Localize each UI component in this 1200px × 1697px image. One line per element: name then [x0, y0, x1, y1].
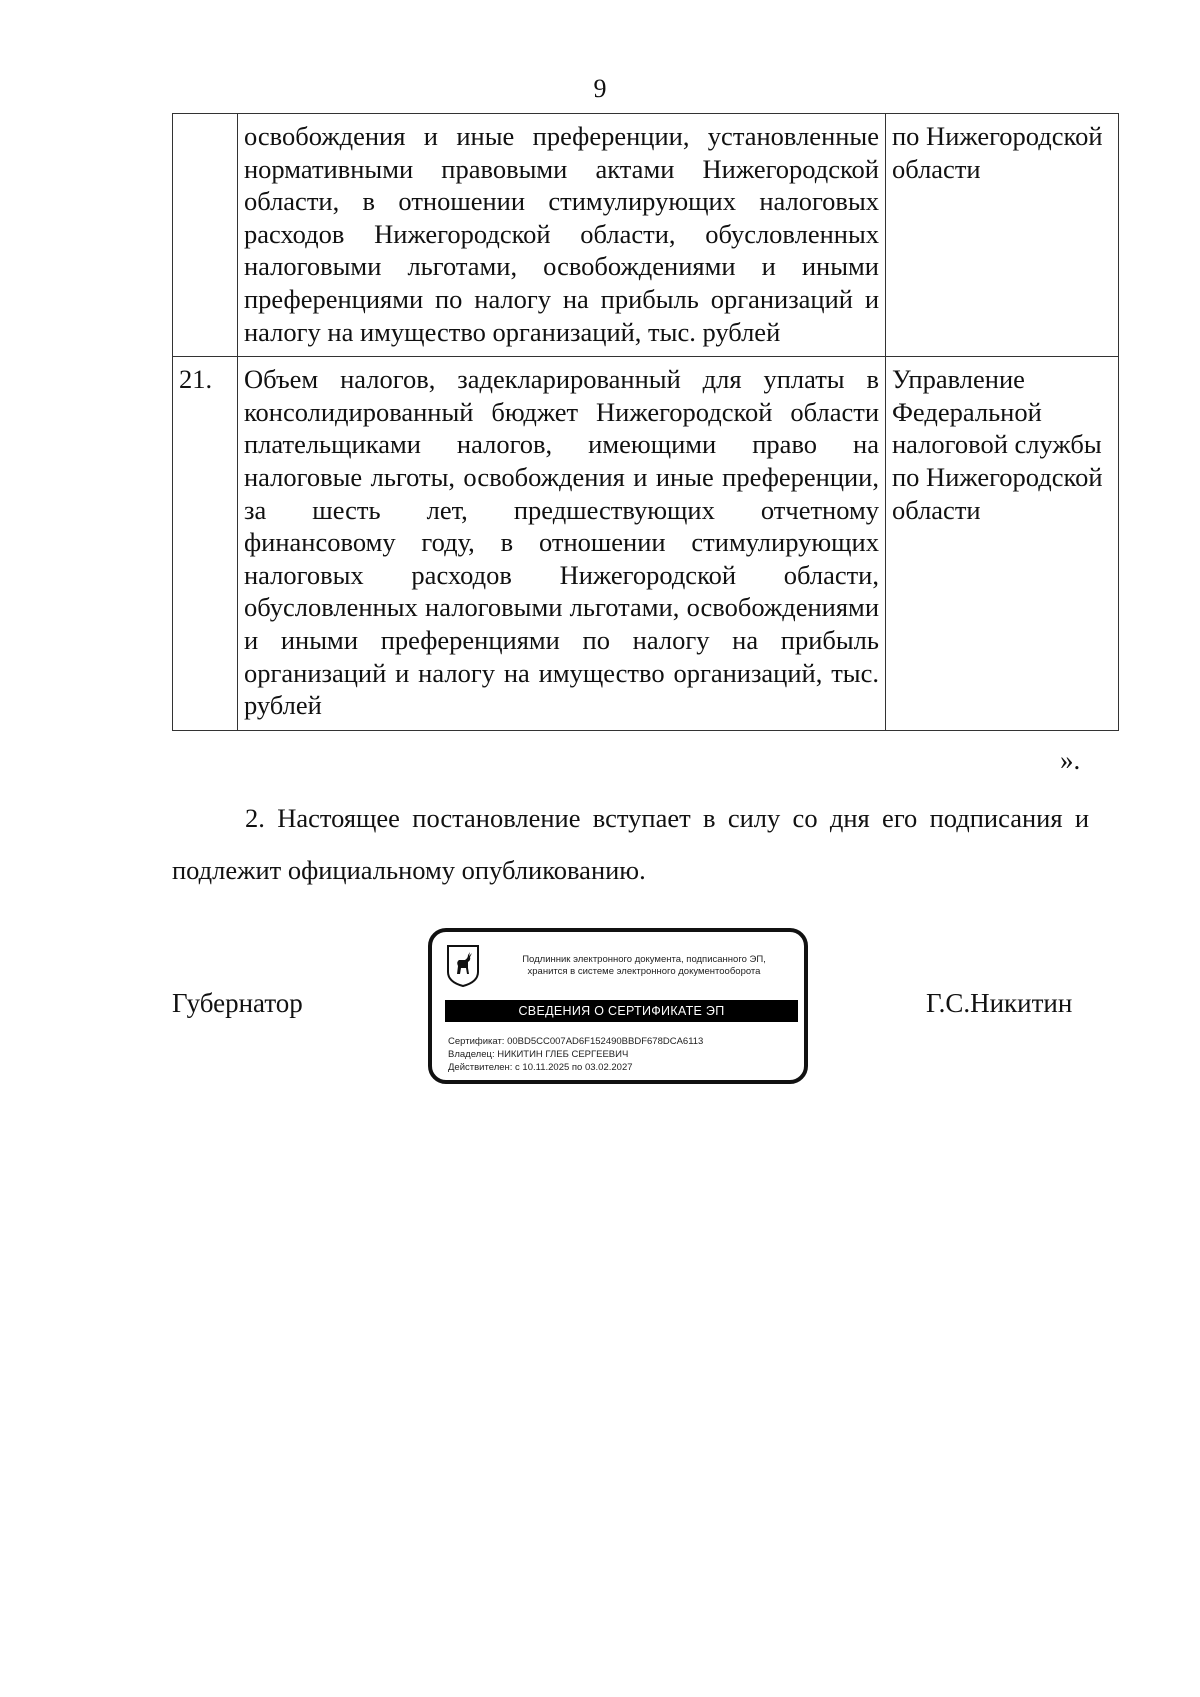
closing-quote: ».: [1060, 745, 1081, 775]
stamp-note: [494, 954, 794, 978]
stamp-note-line: Подлинник электронного документа, подписанного ЭП,: [522, 954, 766, 965]
indicators-table: [172, 113, 1119, 731]
row-description-cell: освобождения и иные преференции, установленные нормативными правовыми актами Нижегородской области, в отношении стимулирующих налоговых расходов Нижегородской области, обусловленных налоговыми льготами, освобождениями и иными преференциями по налогу на прибыль организаций и налогу на имущество организаций, тыс. рублей: [238, 114, 886, 357]
certificate-number: Сертификат: 00BD5CC007AD6F152490BBDF678DCA6113: [448, 1036, 704, 1047]
table-row: [173, 114, 1119, 357]
row-source-cell: по Нижегородской области: [886, 114, 1119, 357]
row-number-cell: [173, 114, 238, 357]
coat-of-arms-deer-icon: [446, 944, 480, 988]
stamp-details: [448, 1035, 703, 1074]
signatory-name: Г.С.Никитин: [926, 988, 1073, 1018]
signatory-title: Губернатор: [172, 988, 303, 1018]
electronic-signature-stamp: [428, 928, 808, 1084]
certificate-owner: Владелец: НИКИТИН ГЛЕБ СЕРГЕЕВИЧ: [448, 1049, 629, 1060]
page-number: 9: [593, 74, 607, 103]
row-number-cell: 21.: [173, 357, 238, 731]
table-row: [173, 357, 1119, 731]
effective-date-paragraph: 2. Настоящее постановление вступает в силу со дня его подписания и подлежит официальному опубликованию.: [172, 803, 1089, 885]
certificate-validity: Действителен: с 10.11.2025 по 03.02.2027: [448, 1062, 633, 1073]
stamp-header: СВЕДЕНИЯ О СЕРТИФИКАТЕ ЭП: [445, 1000, 798, 1022]
row-source-cell: Управление Федеральной налоговой службы по Нижегородской области: [886, 357, 1119, 731]
stamp-note-line: хранится в системе электронного документооборота: [527, 966, 761, 977]
row-description-cell: Объем налогов, задекларированный для уплаты в консолидированный бюджет Нижегородской области плательщиками налогов, имеющими право на налоговые льготы, освобождения и иные преференции, за шесть лет, предшествующих отчетному финансовому году, в отношении стимулирующих налоговых расходов Нижегородской области, обусловленных налоговыми льготами, освобождениями и иными преференциями по налогу на прибыль организаций и налогу на имущество организаций, тыс. рублей: [238, 357, 886, 731]
